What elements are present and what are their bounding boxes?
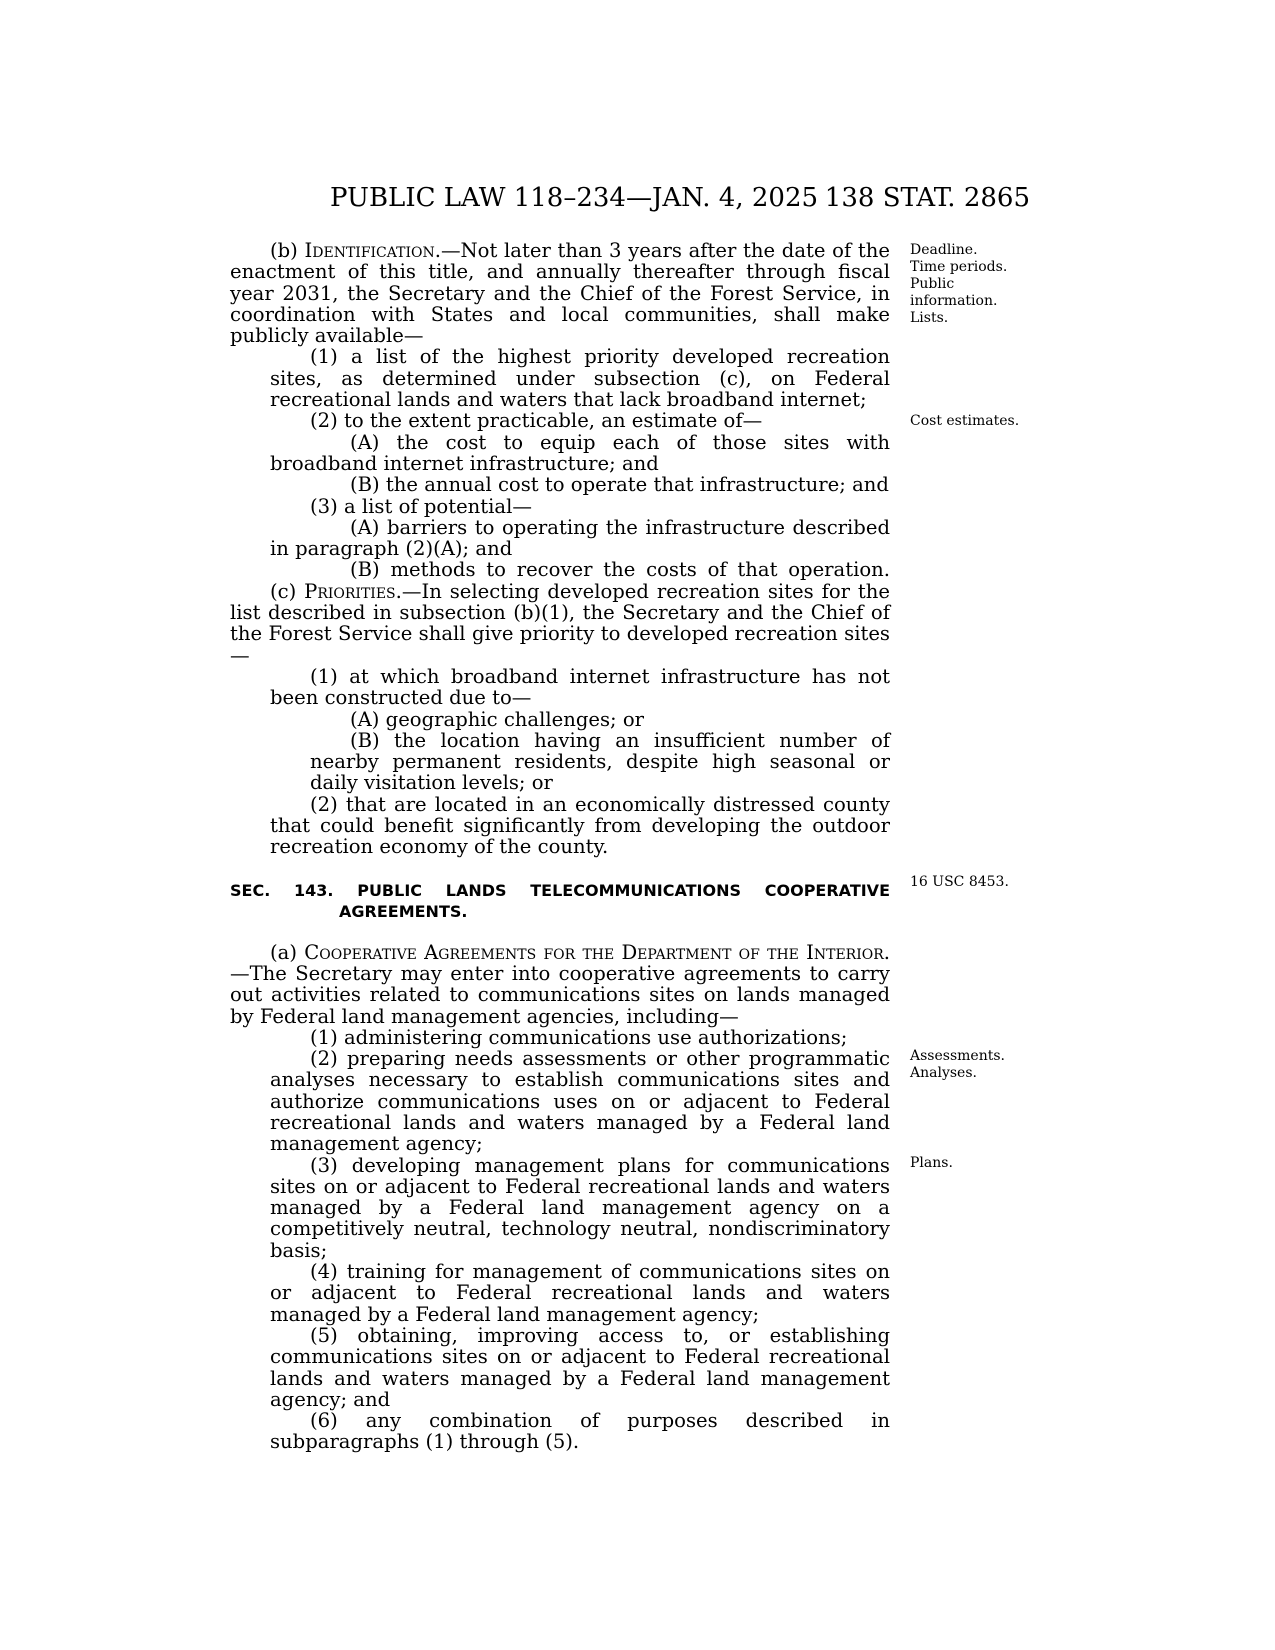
paragraph-a4: (4) training for management of communications sites on or adjacent to Federal recreational lands and waters managed by a Federal land management agency;	[270, 1260, 890, 1326]
subparagraph-b3A: (A) barriers to operating the infrastructure described in paragraph (2)(A); and	[270, 515, 890, 561]
subsection-a-prefix: (a)	[270, 940, 305, 964]
paragraph-a2: (2) preparing needs assessments or other programmatic analyses necessary to establish communications sites and authorize communications uses on or adjacent to Federal recreational lands and waters managed by a Federal land management agency;	[270, 1047, 890, 1156]
margin-note-line: 16 USC 8453.	[910, 874, 1009, 890]
subsection-a	[230, 942, 890, 1027]
margin-note-line: Deadline.	[910, 242, 978, 258]
margin-note-deadline	[910, 242, 1060, 327]
margin-note-line: Assessments.	[910, 1048, 1005, 1064]
subsection-b-text: .—Not later than 3 years after the date of the enactment of this title, and annually thereafter through fiscal year 2031, the Secretary and the Chief of the Forest Service, in coordination with States and local communities, shall make publicly available—	[230, 239, 890, 348]
subsection-b-heading: Identification	[304, 239, 435, 262]
subsection-c-text: .—In selecting developed recreation sites for the list described in subsection (b)(1), the Secretary and the Chief of the Forest Service shall give priority to developed recreation sites—	[230, 579, 890, 667]
margin-note-line: Plans.	[910, 1155, 953, 1171]
margin-note-usc	[910, 874, 1060, 891]
subsection-b: (b) Identification.—Not later than 3 years after the date of the enactment of this title, and annually thereafter through fiscal year 2031, the Secretary and the Chief of the Forest Service, in coordination with States and local communities, shall make publicly available—	[230, 239, 890, 348]
margin-note-line: Lists.	[910, 310, 949, 326]
page-header	[330, 178, 1030, 218]
subsection-c-heading: Priorities	[304, 579, 396, 603]
paragraph-a5: (5) obtaining, improving access to, or establishing communications sites on or adjacent to Federal recreational lands and waters managed by a Federal land management agency; and	[270, 1323, 890, 1411]
subparagraph-b2A	[230, 432, 890, 475]
margin-note-line: information.	[910, 293, 998, 309]
statute-page-number: 138 STAT. 2865	[824, 183, 1030, 213]
paragraph-a1: (1) administering communications use authorizations;	[310, 1025, 848, 1049]
subsection-a-heading: Cooperative Agreements for the Department of the Interior	[304, 940, 884, 964]
subparagraph-b3B: (B) methods to recover the costs of that operation.	[350, 558, 890, 582]
subsection-a-text: .—The Secretary may enter into cooperative agreements to carry out activities related to communications sites on lands managed by Federal land management agencies, including—	[230, 940, 890, 1028]
subsection-c: (c) Priorities.—In selecting developed recreation sites for the list described in subsection (b)(1), the Secretary and the Chief of the Forest Service shall give priority to developed recreation sites—	[230, 579, 890, 667]
public-law-title: PUBLIC LAW 118–234—JAN. 4, 2025	[330, 183, 819, 213]
margin-note-assessments	[910, 1048, 1060, 1082]
subparagraph-b2A-text: (A) the cost to equip each of those sites with broadband internet infrastructure; and	[270, 430, 890, 475]
subparagraph-c1A: (A) geographic challenges; or	[350, 707, 645, 731]
subparagraph-b2B: (B) the annual cost to operate that infrastructure; and	[350, 473, 889, 497]
paragraph-c1: (1) at which broadband internet infrastructure has not been constructed due to—	[270, 664, 890, 710]
paragraph-a3: (3) developing management plans for communications sites on or adjacent to Federal recreational lands and waters managed by a Federal land management agency on a competitively neutral, technology neutral, nondiscriminatory basis;	[270, 1153, 890, 1262]
paragraph-c2: (2) that are located in an economically distressed county that could benefit significantly from developing the outdoor recreation economy of the county.	[270, 792, 890, 859]
paragraph-a6: (6) any combination of purposes described in subparagraphs (1) through (5).	[270, 1409, 890, 1454]
document-body	[230, 240, 890, 1453]
section-143-heading: SEC. 143. PUBLIC LANDS TELECOMMUNICATIONS COOPERATIVE AGREEMENTS.	[230, 880, 890, 921]
paragraph-b2: (2) to the extent practicable, an estimate of—	[310, 409, 763, 433]
margin-note-line: Public	[910, 276, 955, 292]
margin-note-plans	[910, 1155, 1060, 1172]
margin-note-line: Analyses.	[910, 1065, 977, 1081]
paragraph-b3: (3) a list of potential—	[310, 494, 532, 518]
paragraph-b1: (1) a list of the highest priority developed recreation sites, as determined under subsection (c), on Federal recreational lands and waters that lack broadband internet;	[270, 345, 890, 412]
margin-note-line: Cost estimates.	[910, 413, 1020, 429]
subparagraph-c1B: (B) the location having an insufficient number of nearby permanent residents, despite high seasonal or daily visitation levels; or	[310, 728, 890, 795]
margin-note-line: Time periods.	[910, 259, 1008, 275]
margin-note-cost-estimates	[910, 413, 1060, 430]
